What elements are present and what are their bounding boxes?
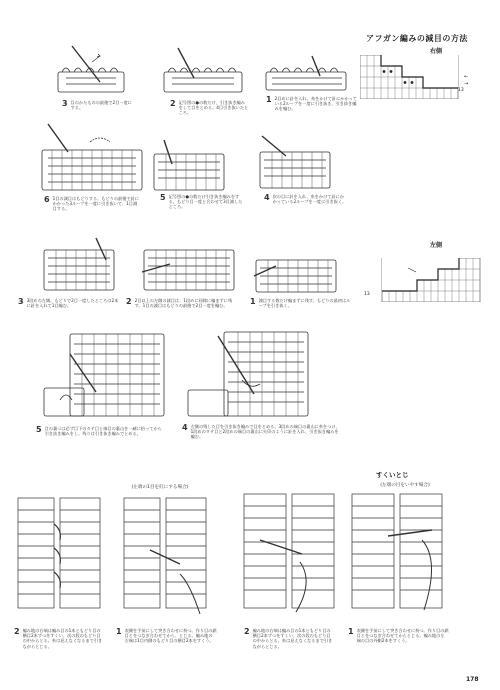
illus-r2-step5 bbox=[150, 138, 230, 194]
illus-r2-step6 bbox=[38, 122, 148, 196]
arrow-left-mark: ← bbox=[464, 74, 469, 80]
step-r5-2a bbox=[14, 628, 105, 649]
illus-r3-step2 bbox=[140, 236, 240, 294]
step-number: 2 bbox=[126, 297, 132, 306]
chart-left-row-number: 13 bbox=[364, 292, 370, 297]
step-text: 編み地の右端は編み目の1本ともどり目の横目2本ずつをすくい、次の段のもどり目の中からとる。糸は見えなくなるまで引きながらとじる。 bbox=[252, 628, 333, 649]
illus-r5-panel4 bbox=[348, 490, 448, 614]
step-text: 3段めの左側。もどりで2目一度したところは2本に針を入れて1目編む。 bbox=[26, 298, 119, 309]
illus-r2-step4 bbox=[256, 134, 336, 192]
step-text: 1目の減目はもどりする。もどりの最後で針にかかった3ループを一度に引き抜いて、1目減目する。 bbox=[52, 196, 139, 212]
step-text: 次の目に針を入れ、糸をかけて針にかかっている2ループを一度に引き抜く。 bbox=[272, 194, 347, 205]
illus-r3-step3 bbox=[40, 236, 120, 294]
step-number: 1 bbox=[250, 297, 256, 306]
step-number: 1 bbox=[266, 95, 272, 104]
chart-right-arrows bbox=[464, 74, 468, 88]
step-text: 減目する数だけ編まずに残す。もどりの最初はループを引き抜く。 bbox=[258, 298, 351, 309]
illus-r1-step1 bbox=[262, 54, 352, 94]
step-r5-1b bbox=[348, 628, 449, 644]
step-number: 2 bbox=[244, 627, 250, 636]
step-number: 1 bbox=[116, 627, 122, 636]
section-title: アフガン編みの減目の方法 bbox=[366, 34, 468, 43]
step-text: 記号図の●の数だけ引き抜き編みをする。もどり目一度と合わせて3目減したところ。 bbox=[168, 194, 243, 210]
step-number: 4 bbox=[264, 193, 270, 202]
step-r5-2b bbox=[244, 628, 335, 649]
illus-r3-step1 bbox=[252, 246, 342, 296]
step-text: 目の裏づは必ず目下のタテ目と端目の裏山を一緒に拾ってから引き抜き編みをし、残りは引き抜き編みでとめる。 bbox=[44, 426, 162, 437]
decrease-chart-left bbox=[378, 258, 482, 302]
illus-r4-step4 bbox=[184, 328, 314, 420]
step-text: 記号図の●の数だけ、引き抜き編みをして目をとめる。4目引き抜いたところ。 bbox=[178, 100, 249, 116]
step-r1-2 bbox=[170, 100, 249, 116]
page-number: 178 bbox=[466, 676, 479, 683]
right-side-label: 右側 bbox=[430, 48, 443, 55]
arrow-right-mark: → bbox=[464, 81, 469, 87]
left-block-heading: (左端の1目を紅にする場合) bbox=[131, 485, 189, 490]
step-r4-4 bbox=[182, 424, 341, 440]
decrease-chart-right bbox=[360, 55, 464, 99]
illus-r1-step3 bbox=[52, 42, 132, 96]
step-text: 左側の残した目を引き抜き編みで目をとめる。3段めの端目の裏山に糸をつけ、1段めのタテ目と2段めの端目の裏山に矢印のように針を入れ、引き抜き編みを編む。 bbox=[190, 424, 340, 440]
illus-r5-panel1 bbox=[14, 494, 104, 614]
step-number: 1 bbox=[348, 627, 354, 636]
step-r3-2 bbox=[126, 298, 239, 308]
illus-r5-panel3 bbox=[240, 490, 340, 614]
step-number: 2 bbox=[14, 627, 20, 636]
illus-r1-step2 bbox=[158, 46, 248, 96]
step-text: 編み地の右端は編み目の1本ともどり目の横目2本ずつをすくい、次の段のもどり目の中からとる。糸は見えなくなるまで引きながらとじる。 bbox=[22, 628, 103, 649]
step-r5-1a bbox=[116, 628, 217, 644]
step-text: 表側を手前にして突き合わせに持つ。作り目の鎖目とをつなぎ合わせてからとじる。編み地の左端の目の外側2本をすくう。 bbox=[356, 628, 449, 644]
illus-r5-panel2 bbox=[120, 494, 210, 614]
step-r1-3 bbox=[62, 100, 135, 110]
right-block-subheading: (左端の目をいやす場合) bbox=[380, 483, 430, 488]
step-number: 4 bbox=[182, 423, 188, 432]
step-r3-3 bbox=[18, 298, 119, 308]
step-r2-6 bbox=[44, 196, 141, 212]
step-text: 2目以上の左側の減目は、1段めに同様に編まずに残す。1目の減目はもどりの最後で2目一度を編む。 bbox=[134, 298, 233, 309]
step-r1-1 bbox=[266, 96, 361, 112]
step-number: 5 bbox=[160, 193, 166, 202]
step-r2-4 bbox=[264, 194, 347, 204]
step-r4-5 bbox=[36, 426, 163, 436]
illus-r4-step5 bbox=[40, 330, 168, 420]
left-side-label: 左側 bbox=[430, 242, 443, 249]
step-r2-5 bbox=[160, 194, 243, 210]
step-number: 3 bbox=[62, 99, 68, 108]
chart-right-row-number: 13 bbox=[458, 88, 464, 93]
step-number: 2 bbox=[170, 99, 176, 108]
step-number: 5 bbox=[36, 425, 42, 434]
step-number: 6 bbox=[44, 195, 50, 204]
step-text: 目のかたものの最後で2目一度にする。 bbox=[70, 100, 132, 111]
step-r3-1 bbox=[250, 298, 351, 308]
right-block-heading: すくいとじ bbox=[376, 471, 409, 479]
step-number: 3 bbox=[18, 297, 24, 306]
step-text: 2目めに針を入れ、糸をかけて針にかかっている2ループを一度に引き抜き、引き抜き編みを編む。 bbox=[274, 96, 358, 112]
step-text: 表側を手前にして突き合わせに持つ。作り目の鎖目とをつなぎ合わせてから、とじる。編み地の左端は1目内側のもどり目の横目2本をすくう。 bbox=[124, 628, 217, 644]
